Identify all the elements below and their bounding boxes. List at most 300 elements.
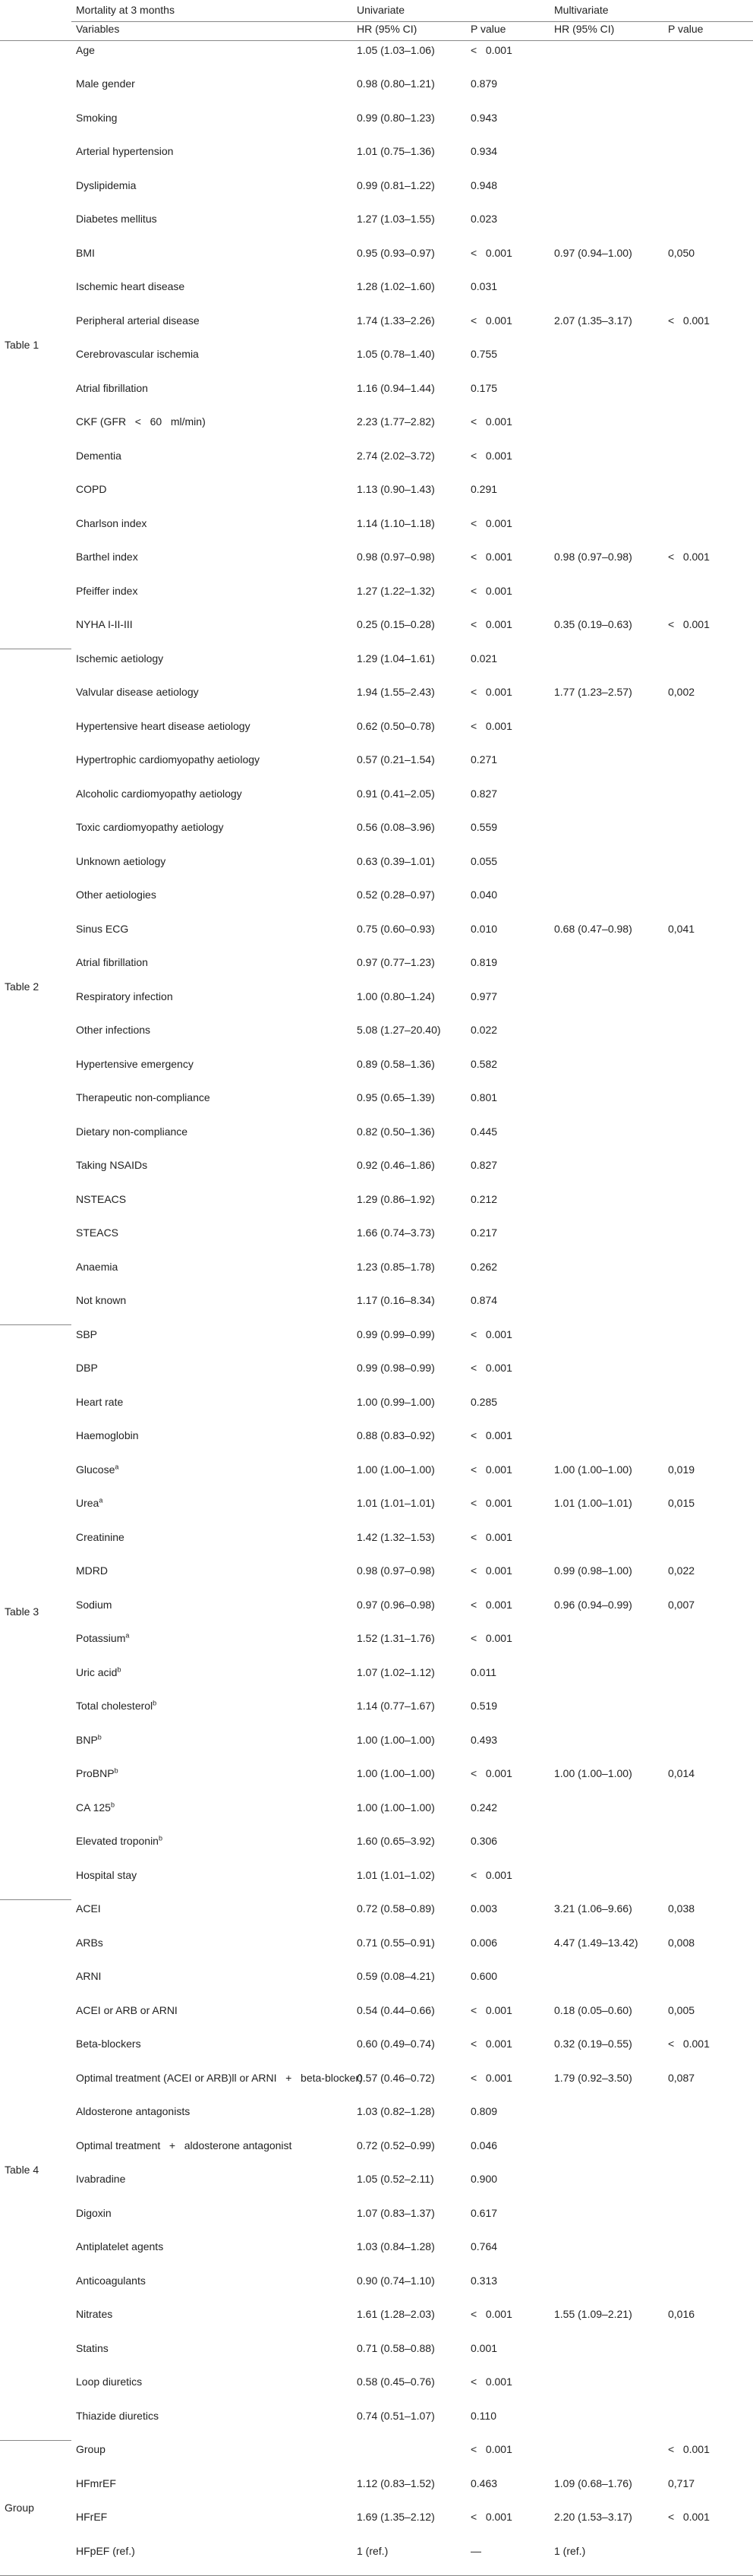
p-univariate — [466, 244, 550, 278]
hr-univariate — [352, 1494, 466, 1528]
hr-univariate-text: 0.98 (0.80–1.21) — [357, 77, 435, 90]
variable-name — [71, 987, 352, 1021]
hr-univariate — [352, 920, 466, 954]
p-univariate — [466, 41, 550, 75]
hr-univariate-text: 1.05 (1.03–1.06) — [357, 44, 435, 56]
table-row — [0, 2407, 753, 2441]
hr-univariate — [352, 1561, 466, 1596]
p-univariate-text: 0.948 — [471, 178, 498, 191]
variable-name — [71, 1697, 352, 1731]
table-row — [0, 1934, 753, 1968]
table-row — [0, 852, 753, 886]
variable-name-text: Optimal treatment + aldosterone antagonist — [76, 2139, 292, 2151]
variable-name — [71, 176, 352, 210]
p-univariate-text: < 0.001 — [471, 1327, 512, 1340]
section-label: Table 1 — [0, 41, 71, 649]
hr-univariate — [352, 1055, 466, 1089]
footnote-marker: b — [114, 1766, 118, 1775]
footnote-marker: b — [153, 1699, 157, 1707]
p-multivariate-text: < 0.001 — [668, 2511, 710, 2523]
p-univariate-text: 0.175 — [471, 381, 498, 394]
variable-name — [71, 953, 352, 987]
p-univariate — [466, 1258, 550, 1292]
hr-univariate — [352, 1021, 466, 1055]
variable-name — [71, 1764, 352, 1798]
variable-name-text: Anticoagulants — [76, 2274, 146, 2287]
table-row — [0, 109, 753, 143]
variable-name-text: DBP — [76, 1362, 98, 1374]
hr-univariate-text: 0.57 (0.46–0.72) — [357, 2071, 435, 2084]
hr-univariate — [352, 1832, 466, 1866]
p-univariate-text: < 0.001 — [471, 1429, 512, 1441]
variable-name-text: Anaemia — [76, 1260, 118, 1273]
p-multivariate-text: 0,038 — [668, 1902, 695, 1915]
variable-name — [71, 2440, 352, 2474]
p-multivariate-text: 0,005 — [668, 2003, 695, 2016]
p-univariate — [466, 987, 550, 1021]
hr-univariate — [352, 1460, 466, 1495]
p-multivariate — [663, 142, 753, 176]
header-row-top — [0, 0, 753, 22]
table-row — [0, 1528, 753, 1562]
hr-univariate-text: 1.00 (1.00–1.00) — [357, 1767, 435, 1779]
table-row — [0, 2372, 753, 2407]
hr-univariate — [352, 1223, 466, 1258]
p-univariate-text: < 0.001 — [471, 1530, 512, 1543]
variable-name-text: Elevated troponin — [76, 1835, 159, 1847]
variable-name — [71, 1832, 352, 1866]
hr-multivariate — [550, 277, 663, 311]
hr-univariate-text: 1.00 (1.00–1.00) — [357, 1733, 435, 1746]
hr-univariate-text: 0.74 (0.51–1.07) — [357, 2409, 435, 2422]
p-univariate — [466, 1832, 550, 1866]
table-row — [0, 2069, 753, 2103]
p-univariate — [466, 1798, 550, 1833]
p-univariate-text: < 0.001 — [471, 246, 512, 259]
variable-name-text: Hypertensive emergency — [76, 1057, 194, 1070]
variable-name-text: Glucose — [76, 1463, 115, 1476]
hr-multivariate — [550, 683, 663, 717]
variable-name-text: Potassium — [76, 1632, 126, 1644]
variable-name-text: Total cholesterol — [76, 1700, 153, 1712]
p-univariate-text: 0.023 — [471, 213, 498, 225]
hr-univariate-text: 0.52 (0.28–0.97) — [357, 889, 435, 901]
table-row — [0, 1663, 753, 1697]
variable-name — [71, 2069, 363, 2103]
p-univariate-text: 0.003 — [471, 1902, 498, 1915]
hr-univariate-text: 1.66 (0.74–3.73) — [357, 1226, 435, 1239]
variable-name — [71, 1663, 352, 1697]
p-univariate — [466, 1021, 550, 1055]
variable-name-text: ProBNP — [76, 1767, 115, 1779]
p-univariate-text: < 0.001 — [471, 2443, 512, 2455]
p-multivariate — [663, 1934, 753, 1968]
p-multivariate-text: 0,014 — [668, 1767, 695, 1779]
hr-univariate — [352, 1359, 466, 1393]
p-multivariate — [663, 1899, 753, 1934]
hr-univariate-text: 1.69 (1.35–2.12) — [357, 2511, 435, 2523]
hr-univariate-text: 1.01 (1.01–1.02) — [357, 1868, 435, 1881]
hr-multivariate — [550, 379, 663, 413]
hr-univariate-text: 0.59 (0.08–4.21) — [357, 1970, 435, 1982]
table-row — [0, 2204, 753, 2238]
variable-name — [71, 2407, 352, 2441]
p-univariate-text: 0.022 — [471, 1024, 498, 1036]
p-multivariate — [663, 1088, 753, 1122]
hr-multivariate — [550, 1934, 663, 1968]
section-label: Group — [0, 2440, 71, 2575]
hr-multivariate-text: 1.79 (0.92–3.50) — [554, 2071, 632, 2084]
table-row — [0, 582, 753, 616]
p-multivariate — [663, 176, 753, 210]
p-univariate-text: < 0.001 — [471, 1767, 512, 1779]
variable-name-text: HFmrEF — [76, 2477, 116, 2489]
header-row-columns — [0, 22, 753, 41]
variable-name — [71, 1325, 352, 1359]
hr-multivariate — [550, 784, 663, 819]
hr-univariate — [352, 852, 466, 886]
variable-name-text: MDRD — [76, 1564, 108, 1577]
p-univariate-text: < 0.001 — [471, 2071, 512, 2084]
variable-name — [71, 2305, 352, 2339]
p-multivariate — [663, 2542, 753, 2576]
hr-univariate — [352, 1764, 466, 1798]
hr-univariate — [352, 1190, 466, 1224]
p-univariate — [466, 2204, 550, 2238]
variable-name — [71, 2204, 352, 2238]
table-row — [0, 886, 753, 920]
variable-name — [71, 2237, 352, 2271]
table-row — [0, 818, 753, 852]
p-univariate — [466, 109, 550, 143]
variable-name-text: Dietary non-compliance — [76, 1125, 188, 1138]
table-row — [0, 1596, 753, 1630]
table-row — [0, 1258, 753, 1292]
variable-name-text: Valvular disease aetiology — [76, 686, 199, 698]
variable-name-text: BNP — [76, 1733, 98, 1746]
variable-name — [71, 886, 352, 920]
hr-multivariate-text: 1 (ref.) — [554, 2544, 586, 2557]
hr-univariate-text: 1.01 (0.75–1.36) — [357, 145, 435, 157]
hr-univariate — [352, 2237, 466, 2271]
hr-univariate — [352, 2372, 466, 2407]
hr-univariate-text: 1.13 (0.90–1.43) — [357, 483, 435, 495]
p-univariate-text: 0.110 — [471, 2409, 496, 2422]
hr-univariate — [352, 2271, 466, 2306]
table-row — [0, 74, 753, 109]
variable-name — [71, 683, 352, 717]
p-multivariate — [663, 2035, 753, 2069]
p-univariate — [466, 1967, 550, 2001]
p-multivariate — [663, 210, 753, 244]
table-row — [0, 2102, 753, 2136]
variable-name-text: Peripheral arterial disease — [76, 314, 200, 327]
table-row — [0, 1055, 753, 1089]
hr-multivariate — [550, 2035, 663, 2069]
hr-univariate-text: 1.03 (0.84–1.28) — [357, 2240, 435, 2252]
p-univariate-text: 0.055 — [471, 854, 498, 867]
hr-univariate-text: 1.27 (1.22–1.32) — [357, 584, 435, 597]
hr-multivariate — [550, 1122, 663, 1157]
p-univariate-text: < 0.001 — [471, 2376, 512, 2388]
hr-multivariate — [550, 2440, 663, 2474]
p-univariate-text: 0.463 — [471, 2477, 498, 2489]
variable-name — [71, 74, 352, 109]
section-label: Table 2 — [0, 649, 71, 1325]
hr-multivariate — [550, 2407, 663, 2441]
variable-name-text: Toxic cardiomyopathy aetiology — [76, 821, 224, 833]
p-univariate — [466, 210, 550, 244]
p-univariate-text: — — [471, 2544, 481, 2557]
p-multivariate — [663, 1325, 753, 1359]
variable-name-text: CKF (GFR < 60 ml/min) — [76, 415, 206, 428]
p-multivariate — [663, 920, 753, 954]
hr-univariate-text: 1.94 (1.55–2.43) — [357, 686, 435, 698]
hr-multivariate-text: 2.07 (1.35–3.17) — [554, 314, 632, 327]
variable-name-text: Antiplatelet agents — [76, 2240, 164, 2252]
hr-univariate — [352, 1325, 466, 1359]
variable-name — [71, 852, 352, 886]
p-multivariate — [663, 244, 753, 278]
p-multivariate — [663, 41, 753, 75]
hr-univariate — [352, 1426, 466, 1460]
variable-name-text: Hypertensive heart disease aetiology — [76, 719, 250, 732]
hr-univariate — [352, 886, 466, 920]
p-multivariate-text: 0,022 — [668, 1564, 695, 1577]
p-univariate — [466, 1088, 550, 1122]
hr-univariate — [352, 548, 466, 582]
p-multivariate — [663, 480, 753, 514]
variable-name — [71, 649, 352, 683]
variable-name — [71, 1156, 352, 1190]
hr-multivariate — [550, 1967, 663, 2001]
variable-name-text: Hypertrophic cardiomyopathy aetiology — [76, 753, 260, 766]
p-univariate — [466, 176, 550, 210]
p-univariate — [466, 2305, 550, 2339]
variable-name-text: Group — [76, 2443, 106, 2455]
p-univariate — [466, 1561, 550, 1596]
p-univariate-text: 0.262 — [471, 1260, 498, 1273]
hr-multivariate — [550, 1223, 663, 1258]
p-multivariate — [663, 615, 753, 649]
variable-name-text: Heart rate — [76, 1395, 124, 1408]
hr-univariate-text: 0.95 (0.65–1.39) — [357, 1091, 435, 1103]
variable-name — [71, 1731, 352, 1765]
p-univariate — [466, 480, 550, 514]
hr-multivariate — [550, 1291, 663, 1325]
p-univariate-text: < 0.001 — [471, 1564, 512, 1577]
p-multivariate — [663, 2440, 753, 2474]
hr-univariate-text: 2.74 (2.02–3.72) — [357, 449, 435, 462]
hr-univariate — [352, 1798, 466, 1833]
table-row — [0, 412, 753, 447]
hr-univariate — [352, 1967, 466, 2001]
hr-multivariate-text: 0.32 (0.19–0.55) — [554, 2038, 632, 2050]
p-multivariate — [663, 412, 753, 447]
p-univariate-text: 0.313 — [471, 2274, 498, 2287]
footnote-marker: a — [99, 1496, 103, 1504]
table-row — [0, 447, 753, 481]
variable-name — [71, 2542, 352, 2576]
hr-univariate-text: 0.97 (0.77–1.23) — [357, 956, 435, 968]
hr-multivariate — [550, 41, 663, 75]
variable-name — [71, 750, 352, 784]
variable-name-text: SBP — [76, 1327, 98, 1340]
table-row — [0, 1832, 753, 1866]
variable-name — [71, 2102, 352, 2136]
variable-name — [71, 1866, 352, 1900]
table-row — [0, 345, 753, 379]
hr-univariate — [352, 987, 466, 1021]
hr-multivariate — [550, 1055, 663, 1089]
hr-multivariate — [550, 920, 663, 954]
hr-univariate-text: 1.00 (1.00–1.00) — [357, 1463, 435, 1476]
variable-name — [71, 109, 352, 143]
table-row — [0, 1190, 753, 1224]
variable-name — [71, 1629, 352, 1663]
hr-univariate — [352, 2407, 466, 2441]
table-row — [0, 1426, 753, 1460]
p-multivariate — [663, 1596, 753, 1630]
variable-name — [71, 2372, 352, 2407]
hr-multivariate — [550, 2542, 663, 2576]
p-multivariate — [663, 311, 753, 346]
table-row — [0, 1325, 753, 1359]
p-univariate-text: 0.445 — [471, 1125, 498, 1138]
p-univariate-text: 0.801 — [471, 1091, 498, 1103]
variable-name-text: Loop diuretics — [76, 2376, 143, 2388]
header-p-univariate: P value — [466, 22, 550, 41]
hr-multivariate — [550, 1899, 663, 1934]
p-univariate-text: 0.617 — [471, 2206, 498, 2219]
hr-multivariate-text: 0.98 (0.97–0.98) — [554, 551, 632, 563]
variable-name — [71, 379, 352, 413]
hr-multivariate — [550, 1731, 663, 1765]
footnote-marker: b — [97, 1732, 102, 1741]
variable-name — [71, 41, 352, 75]
table-row — [0, 1021, 753, 1055]
hr-univariate-text: 1.16 (0.94–1.44) — [357, 381, 435, 394]
p-univariate — [466, 1697, 550, 1731]
p-univariate-text: < 0.001 — [471, 1868, 512, 1881]
table-row — [0, 1967, 753, 2001]
p-multivariate-text: 0,015 — [668, 1497, 695, 1509]
variable-name — [71, 1426, 352, 1460]
p-multivariate — [663, 886, 753, 920]
p-univariate-text: < 0.001 — [471, 2038, 512, 2050]
variable-name — [71, 2035, 352, 2069]
p-multivariate — [663, 2102, 753, 2136]
p-univariate — [466, 818, 550, 852]
variable-name — [71, 717, 352, 751]
variable-name — [71, 2508, 352, 2542]
variable-name-text: Sodium — [76, 1598, 112, 1611]
hr-multivariate — [550, 1088, 663, 1122]
variable-name — [71, 142, 352, 176]
p-univariate — [466, 1663, 550, 1697]
p-univariate — [466, 2508, 550, 2542]
hr-multivariate-text: 1.00 (1.00–1.00) — [554, 1767, 632, 1779]
p-univariate — [466, 2339, 550, 2373]
table-row — [0, 379, 753, 413]
variable-name-text: Therapeutic non-compliance — [76, 1091, 210, 1103]
hr-univariate — [352, 750, 466, 784]
hr-univariate-text: 5.08 (1.27–20.40) — [357, 1024, 441, 1036]
hr-univariate — [352, 2474, 466, 2508]
p-univariate-text: 0.001 — [471, 2341, 498, 2354]
hr-multivariate — [550, 2372, 663, 2407]
p-univariate-text: 0.977 — [471, 990, 498, 1002]
hr-multivariate — [550, 210, 663, 244]
p-univariate-text: < 0.001 — [471, 314, 512, 327]
p-univariate — [466, 886, 550, 920]
variable-name — [71, 1190, 352, 1224]
variable-name-text: Charlson index — [76, 516, 147, 529]
variable-name — [71, 1934, 352, 1968]
p-multivariate — [663, 1055, 753, 1089]
p-multivariate-text: 0,041 — [668, 922, 695, 935]
hr-multivariate — [550, 615, 663, 649]
variable-name — [71, 582, 352, 616]
hr-multivariate — [550, 1325, 663, 1359]
footnote-marker: a — [115, 1462, 119, 1470]
p-univariate — [466, 1055, 550, 1089]
hr-multivariate — [550, 1596, 663, 1630]
p-multivariate — [663, 1460, 753, 1495]
hr-multivariate — [550, 1866, 663, 1900]
table-row — [0, 784, 753, 819]
hr-univariate-text: 1.60 (0.65–3.92) — [357, 1835, 435, 1847]
table-row — [0, 1798, 753, 1833]
variable-name-text: Statins — [76, 2341, 109, 2354]
p-univariate — [466, 142, 550, 176]
hr-multivariate — [550, 1156, 663, 1190]
p-univariate — [466, 649, 550, 683]
hr-univariate — [352, 2170, 466, 2204]
variable-name-text: Alcoholic cardiomyopathy aetiology — [76, 787, 242, 800]
hr-univariate-text: 0.92 (0.46–1.86) — [357, 1159, 435, 1171]
variable-name-text: NYHA I-II-III — [76, 618, 133, 630]
hr-univariate — [352, 244, 466, 278]
hr-multivariate-text: 0.97 (0.94–1.00) — [554, 246, 632, 259]
variable-name-text: Respiratory infection — [76, 990, 173, 1002]
p-multivariate — [663, 1663, 753, 1697]
p-univariate — [466, 1629, 550, 1663]
hr-univariate — [352, 615, 466, 649]
p-multivariate — [663, 1764, 753, 1798]
variable-name-text: Atrial fibrillation — [76, 956, 148, 968]
hr-multivariate — [550, 2305, 663, 2339]
p-univariate — [466, 2474, 550, 2508]
p-univariate-text: 0.242 — [471, 1801, 498, 1814]
hr-univariate-text: 1.23 (0.85–1.78) — [357, 1260, 435, 1273]
p-multivariate-text: 0,016 — [668, 2308, 695, 2320]
hr-multivariate-text: 0.18 (0.05–0.60) — [554, 2003, 632, 2016]
p-univariate — [466, 447, 550, 481]
variable-name — [71, 210, 352, 244]
table-body — [0, 41, 753, 2576]
hr-multivariate — [550, 987, 663, 1021]
hr-univariate-text: 1.05 (0.78–1.40) — [357, 348, 435, 360]
p-multivariate — [663, 447, 753, 481]
p-multivariate — [663, 2474, 753, 2508]
variable-name — [71, 2271, 352, 2306]
variable-name — [71, 1021, 352, 1055]
hr-univariate-text: 0.95 (0.93–0.97) — [357, 246, 435, 259]
table-row — [0, 480, 753, 514]
p-univariate-text: 0.600 — [471, 1970, 498, 1982]
hr-univariate-text: 1.00 (0.99–1.00) — [357, 1395, 435, 1408]
